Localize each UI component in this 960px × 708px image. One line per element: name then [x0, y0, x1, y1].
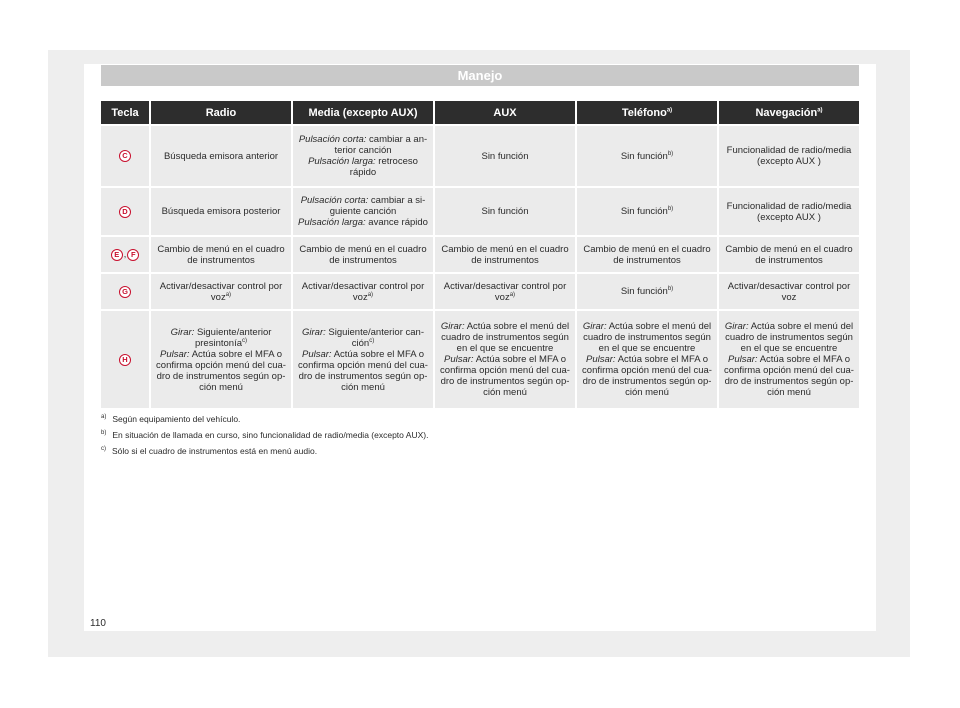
footnote: $^{b)}$ En situación de llamada en curso, sino funcionalidad de radio/media (excepto AUX).	[101, 430, 429, 440]
table-cell: Búsqueda emisora anterior	[151, 124, 291, 186]
key-cell	[101, 186, 149, 235]
table-cell: Cambio de menú en el cuadro de instrumentos	[293, 235, 433, 272]
table-cell: Sin función$^{b)}$	[577, 272, 717, 309]
table-cell: Activar/desactivar control por voz	[719, 272, 859, 309]
page-number: 110	[90, 618, 106, 629]
table-cell: Activar/desactivar control por voz$^{a)}$	[151, 272, 291, 309]
table-row	[101, 272, 859, 309]
table-cell: Sin función	[435, 124, 575, 186]
key-cell: E , F	[101, 235, 149, 272]
table-cell: Girar: Actúa sobre el menú del cuadro de instrumentos según en el que se encuentre Pulsar: Actúa sobre el MFA o confirma opción menú del cuadro de instrumentos según opción menú	[577, 309, 717, 408]
table-row	[101, 235, 859, 272]
section-title: Manejo	[457, 68, 503, 83]
table-cell: Activar/desactivar control por voz$^{a)}$	[293, 272, 433, 309]
table-cell: Girar: Siguiente/anterior canción$^{c)}$ Pulsar: Actúa sobre el MFA o confirma opción menú del cuadro de instrumentos según opción menú	[293, 309, 433, 408]
footnotes	[101, 414, 701, 462]
table-cell: Pulsación corta: cambiar a anterior canción Pulsación larga: retroceso rápido	[293, 124, 433, 186]
key-badge-h: H	[119, 354, 131, 366]
key-cell	[101, 309, 149, 408]
table-cell: Sin función$^{b)}$	[577, 124, 717, 186]
table-cell: Funcionalidad de radio/media (excepto AUX )	[719, 124, 859, 186]
column-header: Teléfono$^{a)}$	[577, 101, 717, 124]
key-badge-f: F	[127, 249, 139, 261]
key-badge-c: C	[119, 150, 131, 162]
table-cell: Girar: Actúa sobre el menú del cuadro de instrumentos según en el que se encuentre Pulsar: Actúa sobre el MFA o confirma opción menú del cuadro de instrumentos según opción menú	[719, 309, 859, 408]
table-cell: Cambio de menú en el cuadro de instrumentos	[577, 235, 717, 272]
table-cell: Pulsación corta: cambiar a siguiente canción Pulsación larga: avance rápido	[293, 186, 433, 235]
column-header: Media (excepto AUX)	[293, 101, 433, 124]
key-badge-d: D	[119, 206, 131, 218]
key-badge-g: G	[119, 286, 131, 298]
footnote: $^{a)}$ Según equipamiento del vehículo.	[101, 414, 241, 424]
column-header: Radio	[151, 101, 291, 124]
column-header: AUX	[435, 101, 575, 124]
table-cell: Búsqueda emisora posterior	[151, 186, 291, 235]
table-cell: Cambio de menú en el cuadro de instrumentos	[151, 235, 291, 272]
table-row	[101, 186, 859, 235]
column-header: Navegación$^{a)}$	[719, 101, 859, 124]
table-cell: Cambio de menú en el cuadro de instrumentos	[435, 235, 575, 272]
table-header-row	[101, 101, 859, 124]
table-row	[101, 124, 859, 186]
table-cell: Cambio de menú en el cuadro de instrumentos	[719, 235, 859, 272]
table-cell: Girar: Actúa sobre el menú del cuadro de instrumentos según en el que se encuentre Pulsar: Actúa sobre el MFA o confirma opción menú del cuadro de instrumentos según opción menú	[435, 309, 575, 408]
footnote: $^{c)}$ Sólo si el cuadro de instrumentos está en menú audio.	[101, 446, 318, 456]
table-cell: Sin función	[435, 186, 575, 235]
key-cell	[101, 124, 149, 186]
table-cell: Sin función$^{b)}$	[577, 186, 717, 235]
column-header: Tecla	[101, 101, 149, 124]
controls-table	[99, 101, 861, 408]
table-cell: Girar: Siguiente/anterior presintonía$^{c)}$ Pulsar: Actúa sobre el MFA o confirma opción menú del cuadro de instrumentos según opción menú	[151, 309, 291, 408]
table-cell: Funcionalidad de radio/media (excepto AUX )	[719, 186, 859, 235]
key-cell	[101, 272, 149, 309]
section-header	[101, 65, 859, 86]
table-cell: Activar/desactivar control por voz$^{a)}$	[435, 272, 575, 309]
key-badge-e: E	[111, 249, 123, 261]
table-row	[101, 309, 859, 408]
